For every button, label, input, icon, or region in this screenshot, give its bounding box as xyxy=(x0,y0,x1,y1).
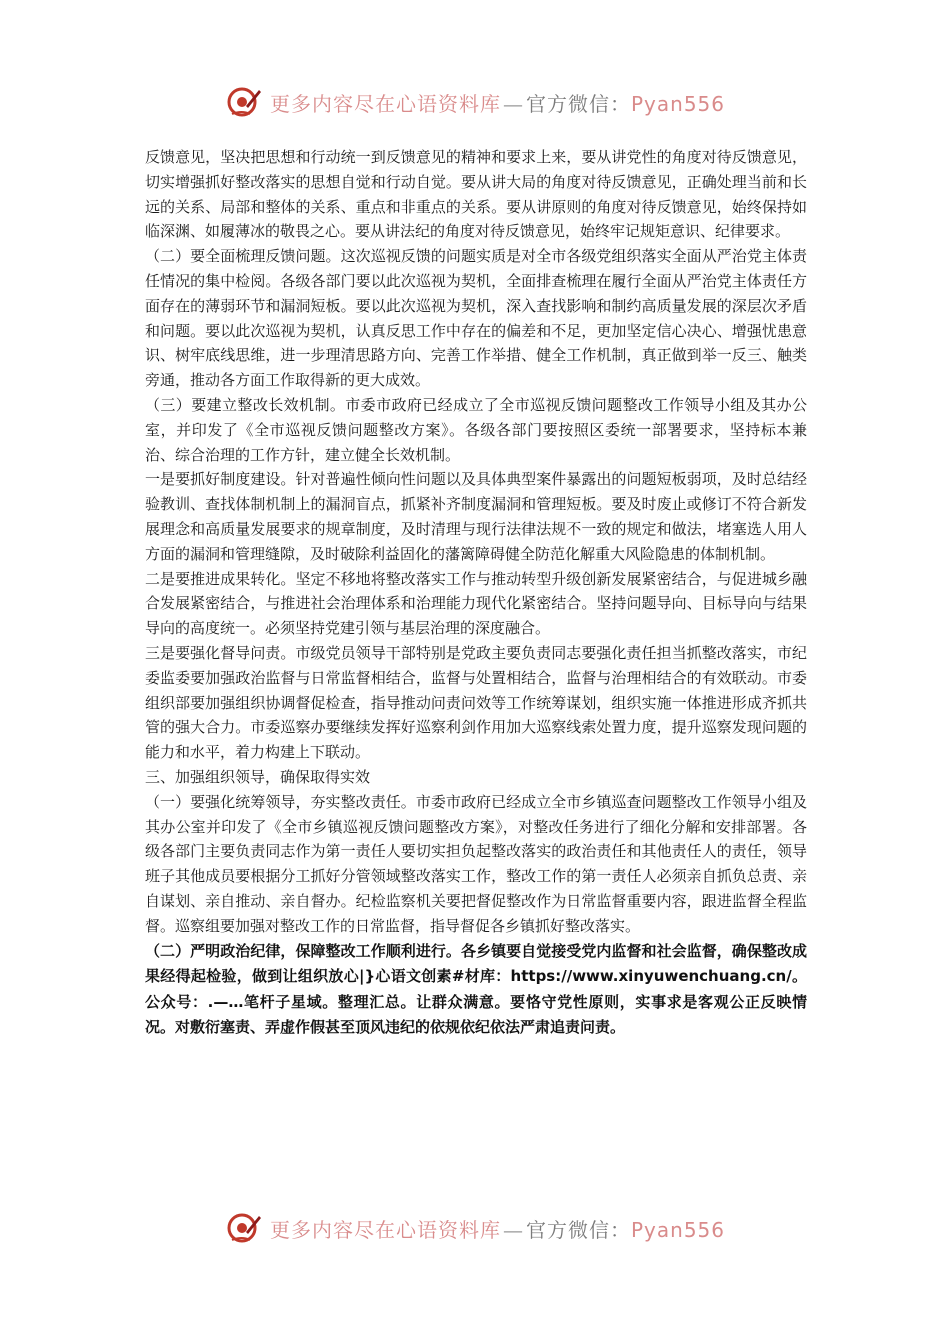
paragraph: （三）要建立整改长效机制。市委市政府已经成立了全市巡视反馈问题整改工作领导小组及其办公室，并印发了《全市巡视反馈问题整改方案》。各级各部门要按照区委统一部署要求，坚持标本兼治、综合治理的工作方针，建立健全长效机制。 xyxy=(145,395,807,464)
pen-logo-icon xyxy=(226,84,262,120)
banner-id: Pyan556 xyxy=(631,1217,726,1242)
banner-main: 更多内容尽在心语资料库 xyxy=(270,91,501,116)
banner-dash: — xyxy=(503,1217,524,1242)
banner-main: 更多内容尽在心语资料库 xyxy=(270,1217,501,1242)
document-body xyxy=(145,145,807,1041)
pen-logo-icon xyxy=(226,1210,262,1246)
banner-sub: 官方微信： xyxy=(526,91,631,116)
paragraph: 三是要强化督导问责。市级党员领导干部特别是党政主要负责同志要强化责任担当抓整改落实，市纪委监委要加强政治监督与日常监督相结合，监督与处置相结合，监督与治理相结合的有效联动。市委组织部要加强组织协调督促检查，指导推动问责问效等工作统筹谋划，组织实施一体推进形成齐抓共管的强大合力。市委巡察办要继续发挥好巡察利剑作用加大巡察线索处置力度，提升巡察发现问题的能力和水平，着力构建上下联动。 xyxy=(145,643,807,762)
banner-text xyxy=(270,1214,725,1243)
paragraph: （二）要全面梳理反馈问题。这次巡视反馈的问题实质是对全市各级党组织落实全面从严治党主体责任情况的集中检阅。各级各部门要以此次巡视为契机，全面排查梳理在履行全面从严治党主体责任方面存在的薄弱环节和漏洞短板。要以此次巡视为契机，深入查找影响和制约高质量发展的深层次矛盾和问题。要以此次巡视为契机，认真反思工作中存在的偏差和不足，更加坚定信心决心、增强忧患意识、树牢底线思维，进一步理清思路方向、完善工作举措、健全工作机制，真正做到举一反三、触类旁通，推动各方面工作取得新的更大成效。 xyxy=(145,247,807,390)
footer-banner xyxy=(226,1208,746,1248)
banner-text xyxy=(270,88,725,117)
section-heading: 三、加强组织领导，确保取得实效 xyxy=(145,767,371,786)
header-banner xyxy=(226,82,746,122)
banner-id: Pyan556 xyxy=(631,91,726,116)
paragraph: 反馈意见，坚决把思想和行动统一到反馈意见的精神和要求上来，要从讲党性的角度对待反馈意见，切实增强抓好整改落实的思想自觉和行动自觉。要从讲大局的角度对待反馈意见，正确处理当前和长远的关系、局部和整体的关系、重点和非重点的关系。要从讲原则的角度对待反馈意见，始终保持如临深渊、如履薄冰的敬畏之心。要从讲法纪的角度对待反馈意见，始终牢记规矩意识、纪律要求。 xyxy=(145,148,807,241)
paragraph: （一）要强化统筹领导，夯实整改责任。市委市政府已经成立全市乡镇巡查问题整改工作领导小组及其办公室并印发了《全市乡镇巡视反馈问题整改方案》，对整改任务进行了细化分解和安排部署。各级各部门主要负责同志作为第一责任人要切实担负起整改落实的政治责任和其他责任人的责任，领导班子其他成员要根据分工抓好分管领域整改落实工作，整改工作的第一责任人必须亲自抓负总责、亲自谋划、亲自推动、亲自督办。纪检监察机关要把督促整改作为日常监督重要内容，跟进监督全程监督。巡察组要加强对整改工作的日常监督，指导督促各乡镇抓好整改落实。 xyxy=(145,792,807,935)
bold-paragraph: （二）严明政治纪律，保障整改工作顺利进行。各乡镇要自觉接受党内监督和社会监督，确保整改成果经得起检验，做到让组织放心|}心语文创素#材库：https://www.xinyuwenchuang.cn/。公众号：.—…笔杆子星域。整理汇总。让群众满意。要恪守党性原则，实事求是客观公正反映情况。对敷衍塞责、弄虚作假甚至顶风违纪的依规依纪依法严肃追责问责。 xyxy=(145,941,807,1036)
paragraph: 一是要抓好制度建设。针对普遍性倾向性问题以及具体典型案件暴露出的问题短板弱项，及时总结经验教训、查找体制机制上的漏洞盲点，抓紧补齐制度漏洞和管理短板。要及时废止或修订不符合新发展理念和高质量发展要求的规章制度，及时清理与现行法律法规不一致的规定和做法，堵塞选人用人方面的漏洞和管理缝隙，及时破除利益固化的藩篱障碍健全防范化解重大风险隐患的体制机制。 xyxy=(145,470,807,563)
banner-sub: 官方微信： xyxy=(526,1217,631,1242)
paragraph: 二是要推进成果转化。坚定不移地将整改落实工作与推动转型升级创新发展紧密结合，与促进城乡融合发展紧密结合，与推进社会治理体系和治理能力现代化紧密结合。坚持问题导向、目标导向与结果导向的高度统一。必须坚持党建引领与基层治理的深度融合。 xyxy=(145,569,807,638)
banner-dash: — xyxy=(503,91,524,116)
